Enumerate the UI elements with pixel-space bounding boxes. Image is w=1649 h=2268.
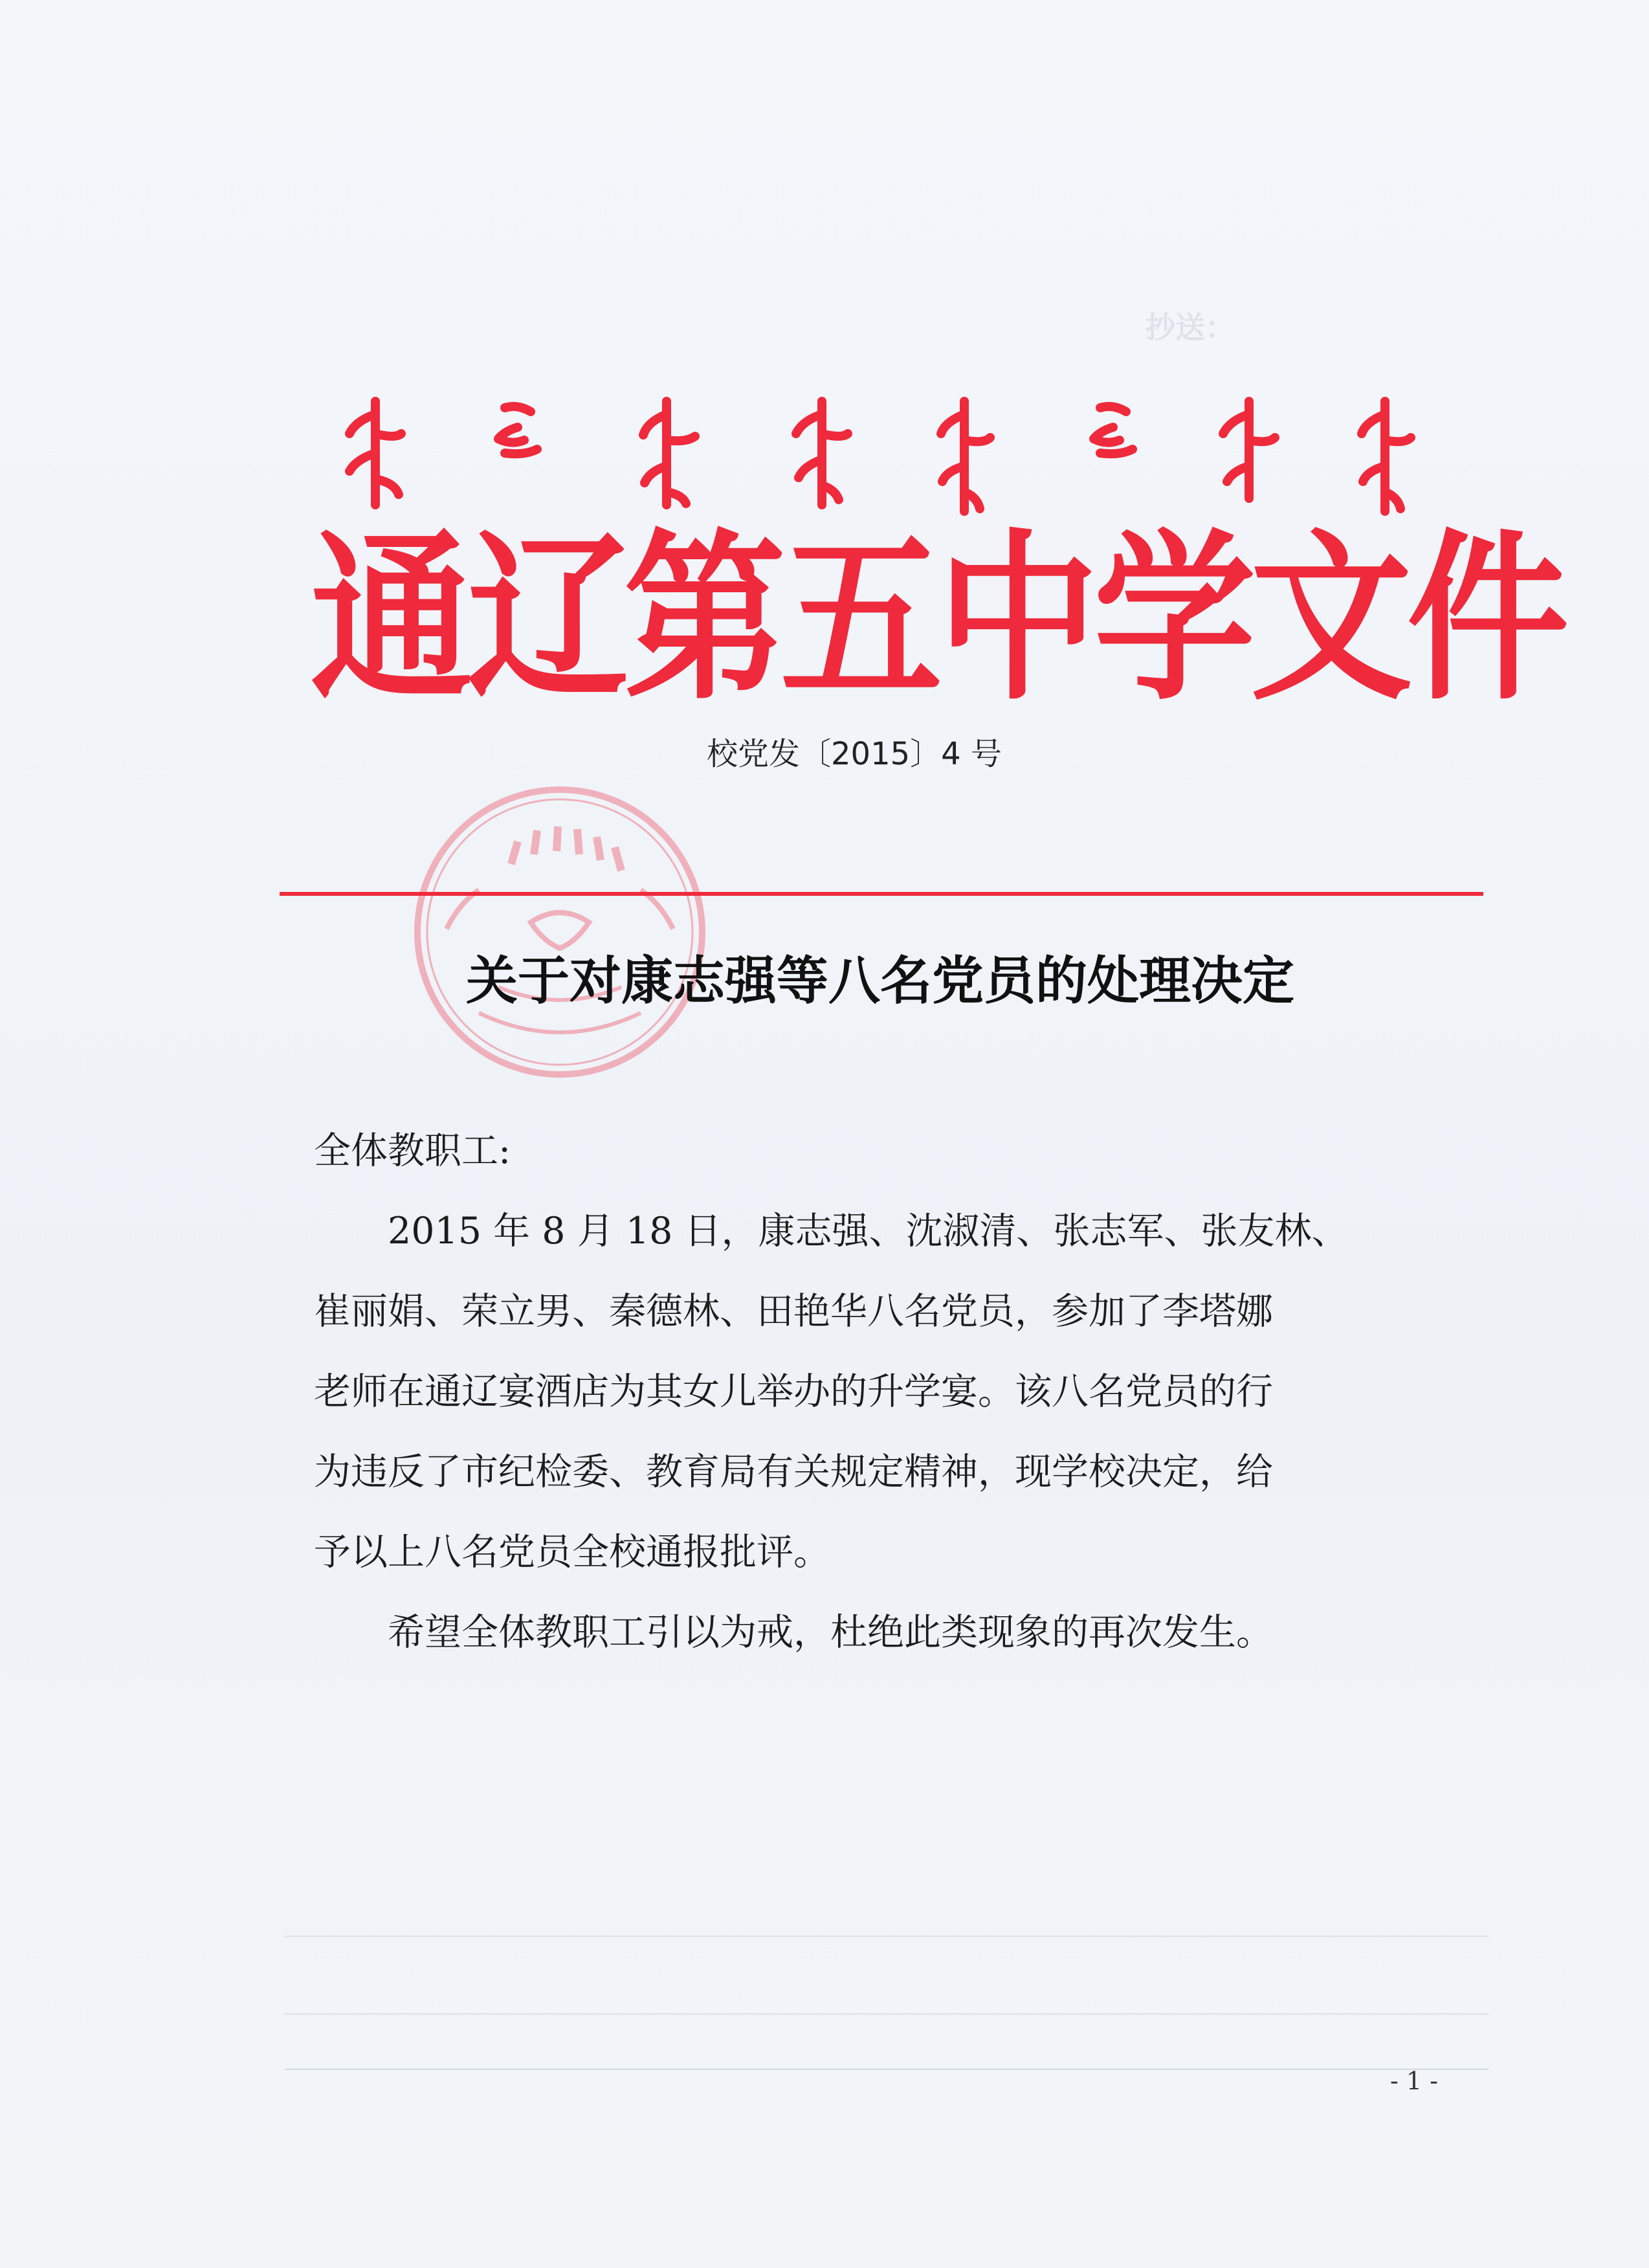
document-number: 校党发〔2015〕4 号 <box>707 736 1002 772</box>
body-line: 2015 年 8 月 18 日，康志强、沈淑清、张志军、张友林、 <box>314 1210 1349 1252</box>
bleed-through-rule <box>285 1935 1489 1937</box>
header-org-title: 通辽第五中学文件 <box>311 513 1564 725</box>
footer-rule <box>285 2069 1489 2070</box>
body-line: 崔丽娟、荣立男、秦德林、田艳华八名党员，参加了李塔娜 <box>314 1290 1273 1333</box>
official-seal-stamp <box>408 780 712 1084</box>
bleed-through-text: 抄送： <box>1145 310 1235 345</box>
body-paragraph-2: 希望全体教职工引以为戒，杜绝此类现象的再次发生。 <box>314 1611 1273 1654</box>
salutation: 全体教职工: <box>314 1129 511 1172</box>
document-title: 关于对康志强等八名党员的处理决定 <box>466 950 1294 1011</box>
header-divider-rule <box>280 892 1483 896</box>
mongolian-script-header <box>311 388 1450 518</box>
body-paragraph-1 <box>314 1191 1453 1592</box>
body-line: 予以上八名党员全校通报批评。 <box>314 1531 830 1573</box>
page-number: - 1 - <box>1389 2067 1438 2095</box>
bleed-through-rule <box>285 2013 1489 2015</box>
body-line: 老师在通辽宴酒店为其女儿举办的升学宴。该八名党员的行 <box>314 1370 1273 1413</box>
body-line: 为违反了市纪检委、教育局有关规定精神，现学校决定，给 <box>314 1451 1273 1493</box>
